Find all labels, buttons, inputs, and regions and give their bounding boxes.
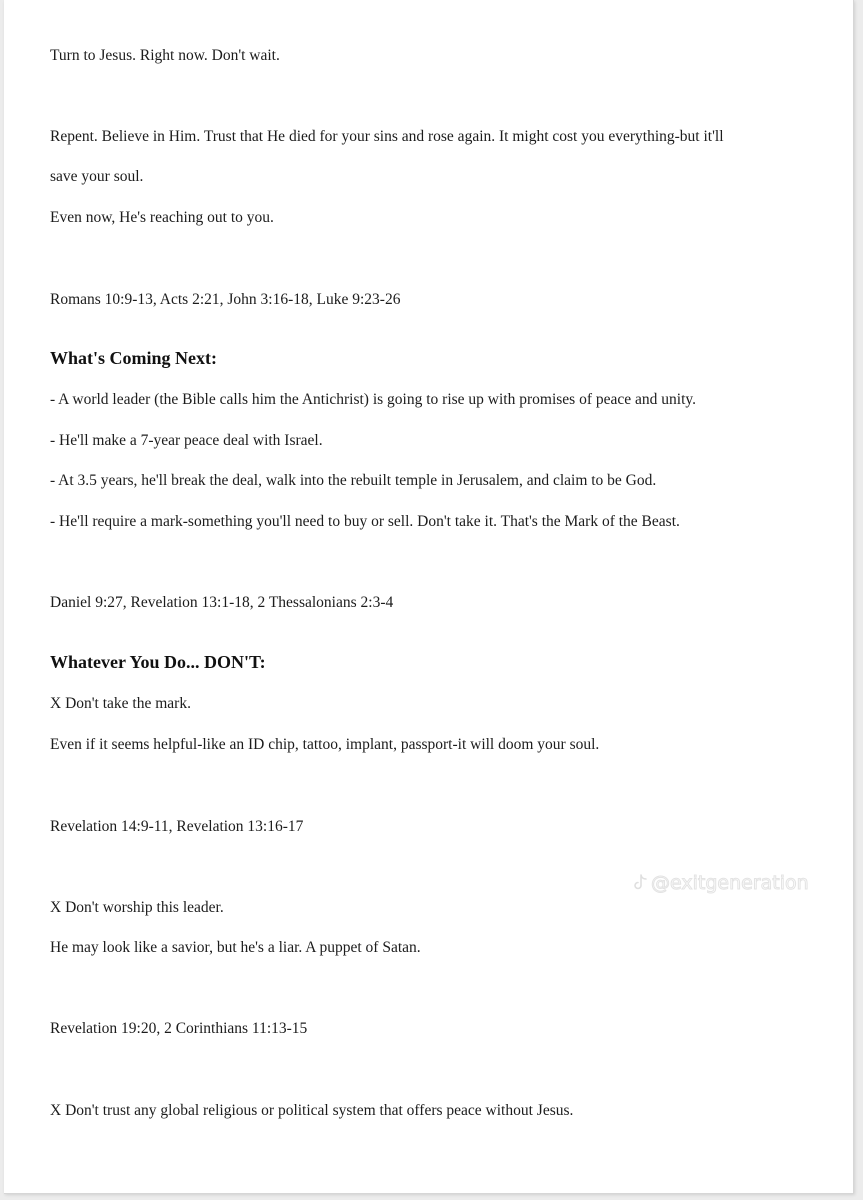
item-dont-take-mark-detail: Even if it seems helpful-like an ID chip, tattoo, implant, passport-it will doom your soul.	[50, 736, 600, 753]
heading-whats-coming-next: What's Coming Next:	[50, 348, 217, 368]
item-dont-take-mark: X Don't take the mark.	[50, 695, 191, 712]
paragraph-reaching-out: Even now, He's reaching out to you.	[50, 209, 274, 226]
bullet-world-leader: - A world leader (the Bible calls him the Antichrist) is going to rise up with promises of peace and unity.	[50, 391, 696, 408]
item-dont-worship-leader-detail: He may look like a savior, but he's a liar. A puppet of Satan.	[50, 939, 421, 956]
document-page	[4, 0, 854, 1194]
paragraph-turn-to-jesus: Turn to Jesus. Right now. Don't wait.	[50, 47, 280, 64]
heading-whatever-you-do: Whatever You Do... DON'T:	[50, 652, 266, 672]
item-dont-worship-leader: X Don't worship this leader.	[50, 899, 224, 916]
scripture-reference-4: Revelation 19:20, 2 Corinthians 11:13-15	[50, 1020, 308, 1037]
tiktok-watermark	[632, 872, 809, 894]
bullet-peace-deal: - He'll make a 7-year peace deal with Israel.	[50, 432, 323, 449]
paragraph-repent-line-2: save your soul.	[50, 168, 144, 185]
tiktok-icon	[632, 874, 648, 892]
bullet-break-deal: - At 3.5 years, he'll break the deal, walk into the rebuilt temple in Jerusalem, and claim to be God.	[50, 472, 657, 489]
scripture-reference-1: Romans 10:9-13, Acts 2:21, John 3:16-18, Luke 9:23-26	[50, 291, 401, 308]
item-dont-trust-global-system: X Don't trust any global religious or political system that offers peace without Jesus.	[50, 1102, 574, 1119]
paragraph-repent-line-1: Repent. Believe in Him. Trust that He died for your sins and rose again. It might cost you everything-but it'll	[50, 128, 724, 145]
scripture-reference-3: Revelation 14:9-11, Revelation 13:16-17	[50, 818, 304, 835]
scripture-reference-2: Daniel 9:27, Revelation 13:1-18, 2 Thessalonians 2:3-4	[50, 594, 394, 611]
watermark-handle: @exitgeneration	[651, 872, 809, 894]
bullet-mark-of-beast: - He'll require a mark-something you'll need to buy or sell. Don't take it. That's the Mark of the Beast.	[50, 513, 680, 530]
